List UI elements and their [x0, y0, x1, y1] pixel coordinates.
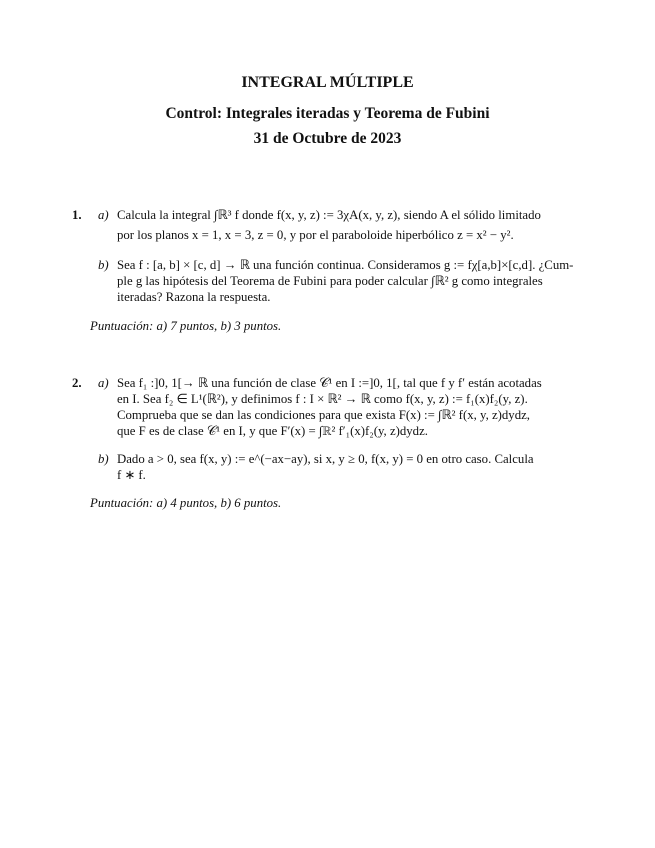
problem-text-line: en I. Sea f₂ ∈ L¹(ℝ²), y definimos f : I × ℝ² → ℝ como f(x, y, z) := f₁(x)f₂(y, z). [117, 392, 528, 406]
part-label: a) [98, 376, 109, 390]
problem-text-line: Calcula la integral ∫ℝ³ f donde f(x, y, z) := 3χA(x, y, z), siendo A el sólido limitado [117, 208, 541, 222]
problem-number: 2. [72, 376, 82, 390]
problem-text-line: ple g las hipótesis del Teorema de Fubini para poder calcular ∫ℝ² g como integrales [117, 274, 543, 288]
score-note: Puntuación: a) 4 puntos, b) 6 puntos. [90, 496, 282, 510]
problem-text-line: f ∗ f. [117, 468, 146, 482]
problem-text-line: Sea f₁ :]0, 1[→ ℝ una función de clase 𝒞¹ en I :=]0, 1[, tal que f y f′ están acotadas [117, 376, 542, 390]
part-label: b) [98, 258, 109, 272]
problem-part-a [72, 207, 592, 243]
part-label: a) [98, 208, 109, 222]
problem-text-line: Comprueba que se dan las condiciones para que exista F(x) := ∫ℝ² f(x, y, z)dydz, [117, 408, 530, 422]
problem-text-line: iteradas? Razona la respuesta. [117, 290, 271, 304]
problem-text-line: que F es de clase 𝒞¹ en I, y que F′(x) = ∫ℝ² f′₁(x)f₂(y, z)dydz. [117, 424, 428, 438]
document-subtitle: Control: Integrales iteradas y Teorema de Fubini [165, 105, 490, 122]
problem-1 [72, 207, 592, 334]
problem-part-b [72, 257, 592, 305]
problem-text-line: Dado a > 0, sea f(x, y) := e^(−ax−ay), si x, y ≥ 0, f(x, y) = 0 en otro caso. Calcula [117, 452, 534, 466]
score-note: Puntuación: a) 7 puntos, b) 3 puntos. [90, 319, 282, 333]
problem-part-b [72, 451, 592, 483]
document-title: INTEGRAL MÚLTIPLE [241, 74, 414, 91]
problem-part-a [72, 375, 592, 439]
problem-number: 1. [72, 208, 82, 222]
problem-2 [72, 375, 592, 511]
problem-text-line: por los planos x = 1, x = 3, z = 0, y por el paraboloide hiperbólico z = x² − y². [117, 228, 514, 242]
document-date: 31 de Octubre de 2023 [253, 130, 402, 147]
part-label: b) [98, 452, 109, 466]
problem-text-line: Sea f : [a, b] × [c, d] → ℝ una función continua. Consideramos g := fχ[a,b]×[c,d]. ¿Cum- [117, 258, 574, 272]
